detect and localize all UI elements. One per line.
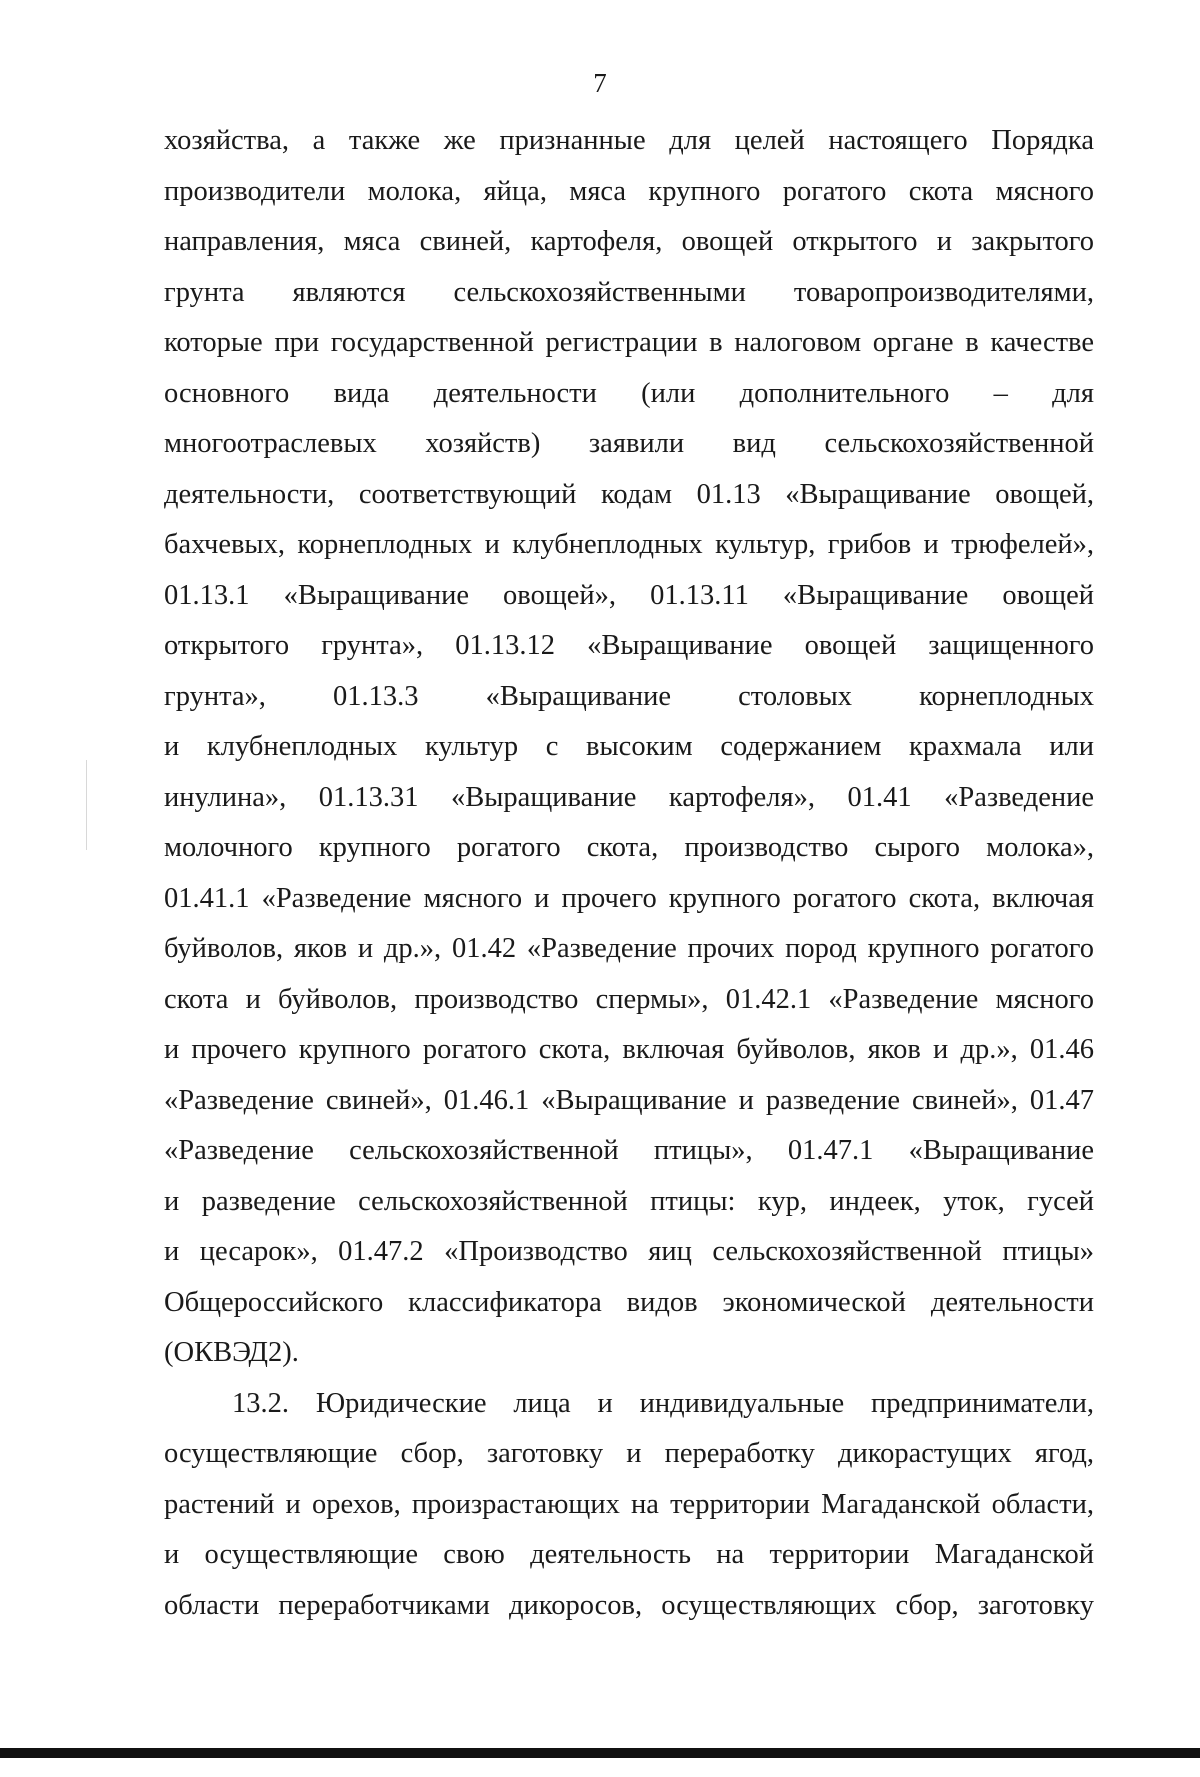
text-line: и прочего крупного рогатого скота, включая буйволов, яков и др.», 01.46 xyxy=(164,1034,1094,1065)
text-line: хозяйства, а также же признанные для целей настоящего Порядка xyxy=(164,125,1094,156)
text-line: и осуществляющие свою деятельность на территории Магаданской xyxy=(164,1539,1094,1570)
text-line: направления, мяса свиней, картофеля, овощей открытого и закрытого xyxy=(164,226,1094,257)
scan-artifact xyxy=(86,760,87,850)
text-line: буйволов, яков и др.», 01.42 «Разведение прочих пород крупного рогатого xyxy=(164,933,1094,964)
page-number: 7 xyxy=(593,68,607,98)
text-line: скота и буйволов, производство спермы», 01.42.1 «Разведение мясного xyxy=(164,983,1094,1015)
paragraph-start-line: 13.2. Юридические лица и индивидуальные предприниматели, xyxy=(232,1387,1094,1419)
text-line: которые при государственной регистрации в налоговом органе в качестве xyxy=(164,327,1094,358)
text-line: 01.13.1 «Выращивание овощей», 01.13.11 «Выращивание овощей xyxy=(164,579,1094,611)
text-line: области переработчиками дикоросов, осуществляющих сбор, заготовку xyxy=(164,1589,1094,1621)
text-line: и клубнеплодных культур с высоким содержанием крахмала или xyxy=(164,731,1094,762)
text-line: 01.41.1 «Разведение мясного и прочего крупного рогатого скота, включая xyxy=(164,882,1094,914)
text-line: инулина», 01.13.31 «Выращивание картофеля», 01.41 «Разведение xyxy=(164,781,1094,813)
text-line: бахчевых, корнеплодных и клубнеплодных культур, грибов и трюфелей», xyxy=(164,529,1094,560)
text-line: осуществляющие сбор, заготовку и переработку дикорастущих ягод, xyxy=(164,1438,1094,1469)
text-line: грунта являются сельскохозяйственными товаропроизводителями, xyxy=(164,276,1094,308)
text-line: «Разведение свиней», 01.46.1 «Выращивание и разведение свиней», 01.47 xyxy=(164,1084,1094,1116)
text-line: производители молока, яйца, мяса крупного рогатого скота мясного xyxy=(164,175,1094,207)
text-line: молочного крупного рогатого скота, производство сырого молока», xyxy=(164,832,1094,863)
body-text xyxy=(164,116,1094,1631)
text-line: деятельности, соответствующий кодам 01.13 «Выращивание овощей, xyxy=(164,478,1094,510)
text-line: растений и орехов, произрастающих на территории Магаданской области, xyxy=(164,1488,1094,1520)
text-line: основного вида деятельности (или дополнительного – для xyxy=(164,377,1094,409)
scan-edge-bar xyxy=(0,1748,1200,1758)
text-line: и цесарок», 01.47.2 «Производство яиц сельскохозяйственной птицы» xyxy=(164,1236,1094,1267)
text-line: (ОКВЭД2). xyxy=(164,1337,299,1368)
text-line: открытого грунта», 01.13.12 «Выращивание овощей защищенного xyxy=(164,630,1094,661)
text-line: и разведение сельскохозяйственной птицы: кур, индеек, уток, гусей xyxy=(164,1185,1094,1217)
text-line: «Разведение сельскохозяйственной птицы», 01.47.1 «Выращивание xyxy=(164,1135,1094,1166)
text-line: многоотраслевых хозяйств) заявили вид сельскохозяйственной xyxy=(164,428,1094,459)
text-line: Общероссийского классификатора видов экономической деятельности xyxy=(164,1286,1094,1318)
text-line: грунта», 01.13.3 «Выращивание столовых корнеплодных xyxy=(164,680,1094,712)
